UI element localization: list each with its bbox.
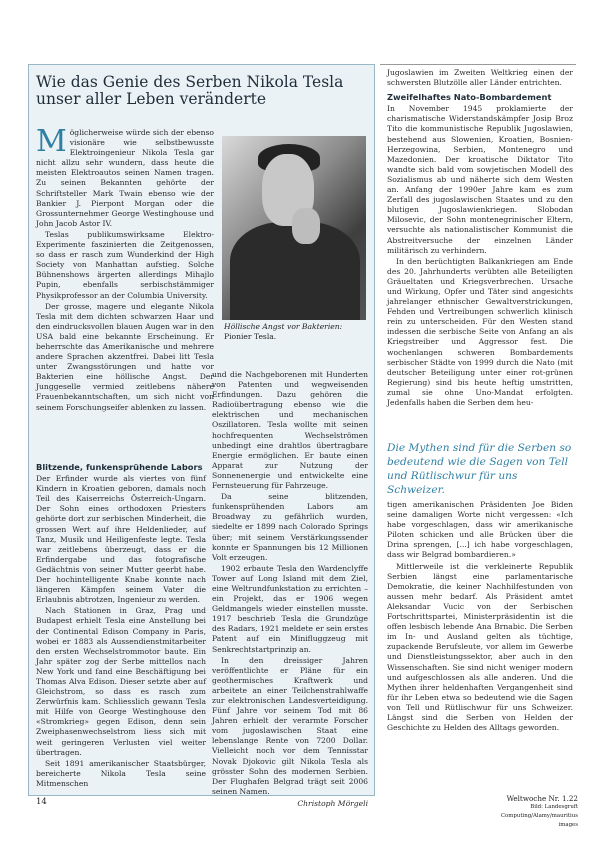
sidebar-top-rule (380, 64, 576, 65)
paragraph: Mittlerweile ist die verkleinerte Republik Serbien längst eine parlamentarische Demokratie, die keiner Nachhilfestunden von aussen mehr bedarf. Als Präsident amtet Aleksandar Vucic von der Serbischen Fortschrittspartei, Ministerpräsidentin ist die offen lesbisch lebende Ana Brnabic. Die Serben im In- und Ausland gelten als tüchtige, zupackende Berufsleute, vor allem im Gewerbe und Dienstleistungssektor, aber auch in den Wissenschaften. Sie sind nicht weniger modern und aufgeschlossen als alle anderen. Und die Mythen ihrer heldenhaften Vergangenheit sind für ihr Leben etwa so bedeutend wie die Sagen von Tell und Rütlischwur für uns Schweizer. Längst sind die Serben von Helden der Geschichte zu Helden des Alltags geworden. (387, 561, 573, 733)
issue-label: Weltwoche Nr. 1.22 (506, 794, 578, 803)
article-column-1 (36, 124, 214, 414)
paragraph: und die Nachgeborenen mit Hunderten von Patenten und wegweisenden Erfindungen. Dazu gehören die Radioübertragung ebenso wie die elektrischen und mechanischen Oszillatoren. Tesla wollte mit seinen hochfrequenten Wechselströmen unbedingt eine drahtlos übertragbare Energie ermöglichen. Er baute einen Apparat zur Nutzung der Sonnenenergie und entwickelte eine Fernsteuerung für Fahrzeuge. (212, 370, 368, 491)
pull-quote: Die Mythen sind für die Serben so bedeutend wie die Sagen von Tell und Rütlischwur für uns Schweizer. (387, 442, 572, 496)
article-column-1-lower (36, 458, 206, 790)
caption-italic: Höllische Angst vor Bakterien: (224, 322, 343, 331)
page-number: 14 (36, 797, 47, 807)
paragraph: Der Erfinder wurde als viertes von fünf Kindern in Kroatien geboren, damals noch Teil des Kaiserreichs Österreich-Ungarn. Der Sohn eines orthodoxen Priesters gehörte dort zur serbischen Minderheit, die grossen Wert auf ihre Heldenlieder, auf Tanz, Musik und Heiligenfeste legte. Tesla war zeitlebens überzeugt, dass er die Erfindergabe und das fotografische Gedächtnis von seiner Mutter geerbt habe. Der hochintelligente Knabe konnte nach längeren Kämpfen seinem Vater die Erlaubnis abtrotzen, Ingenieur zu werden. (36, 474, 206, 605)
paragraph: Da seine blitzenden, funkensprühenden Labors am Broadway zu gefährlich wurden, siedelte er 1899 nach Colorado Springs über; mit seinem Verstärkungssender konnte er Spannungen bis 12 Millionen Volt erzeugen. (212, 492, 368, 562)
paragraph: Der grosse, magere und elegante Nikola Tesla mit dem dichten schwarzen Haar und den eindrucksvollen blauen Augen war in den USA bald eine bekannte Erscheinung. Er beherrschte das Amerikanische und mehrere andere Sprachen akzentfrei. Dabei litt Tesla unter Zwangsstörungen und hatte vor Bakterien eine höllische Angst. Der Junggeselle vermied zeitlebens nähere Frauenbekanntschaften, um sich nicht von seinem Forschungseifer ablenken zu lassen. (36, 301, 214, 412)
paragraph: tigen amerikanischen Präsidenten Joe Biden seine damaligen Worte nicht vergessen: «Ich habe vorgeschlagen, dass wir amerikanische Piloten schicken und alle Brücken über die Drina sprengen, [...] ich habe vorgeschlagen, dass wir Belgrad bombardieren.» (387, 500, 573, 560)
paragraph: Teslas publikumswirksame Elektro-Experimente faszinierten die Zeitgenossen, so dass er rasch zum Wunderkind der High Society von Manhattan aufstieg. Solche Bühnenshows ärgerten allerdings Mihajlo Pupin, ebenfalls serbischstämmiger Physikprofessor an der Columbia University. (36, 229, 214, 300)
drop-cap: M (36, 124, 67, 159)
sidebar-column-lower (387, 500, 573, 734)
author-name: Christoph Mörgeli (297, 798, 368, 808)
paragraph: In November 1945 proklamierte der charismatische Widerstandskämpfer Josip Broz Tito die kommunistische Republik Jugoslawien, bestehend aus Slowenien, Kroatien, Bosnien-Herzegowina, Serbien, Montenegro und Mazedonien. Der kroatische Diktator Tito wandte sich bald vom sowjetischen Modell des Sozialismus ab und näherte sich dem Westen an. Anfang der 1990er Jahre kam es zum Zerfall des jugoslawischen Staates und zu den blutigen Jugoslawienkriegen. Slobodan Milosevic, der Sohn montenegrinischer Eltern, versuchte als nationalistischer Kommunist die Abstreitversuche der einzelnen Länder militärisch zu verhindern. (387, 104, 573, 255)
paragraph: 1902 erbaute Tesla den Wardenclyffe Tower auf Long Island mit dem Ziel, eine Weltrundfunkstation zu errichten – ein Projekt, das er 1906 wegen Geldmangels wieder einstellen musste. 1917 beschrieb Tesla die Grundzüge des Radars, 1921 meldete er sein erstes Patent auf ein Minifluggzeug mit Senkrechtstartprinzip an. (212, 563, 368, 654)
paragraph: Nach Stationen in Graz, Prag und Budapest erhielt Tesla eine Anstellung bei der Continental Edison Company in Paris, wobei er 1883 als Aussendienstmitarbeiter den ersten Wechselstrommotor baute. Ein Jahr später zog der Serbe mittellos nach New York und fand eine Beschäftigung bei Thomas Alva Edison. Dieser setzte aber auf Gleichstrom, so dass es rasch zum Zerwürfnis kam. Schliesslich gewann Tesla mit Hilfe von George Westinghouse den «Stromkrieg» gegen Edison, denn sein Zweiphasenwechselstrom liess sich mit weit geringeren Verlusten viel weiter übertragen. (36, 606, 206, 757)
caption-text: Pionier Tesla. (224, 332, 277, 341)
photo-caption (224, 322, 366, 342)
article-title: Wie das Genie des Serben Nikola Tesla unser aller Leben veränderte (36, 73, 344, 108)
section-heading: Blitzende, funkensprühende Labors (36, 462, 203, 472)
paragraph: Jugoslawien im Zweiten Weltkrieg einen der schwersten Blutzölle aller Länder entrichten. (387, 68, 573, 88)
tesla-portrait-photo (222, 136, 366, 320)
photo-figure-hand (292, 208, 320, 244)
section-heading: Zweifelhaftes Nato-Bombardement (387, 92, 552, 103)
sidebar-column (387, 68, 573, 409)
footer-source (498, 794, 578, 830)
intro-paragraph: Möglicherweise würde sich der ebenso visionäre wie selbstbewusste Elektroingenieur Nikola Tesla gar nicht allzu sehr wundern, dass heute die meisten Elektroautos seinen Namen tragen. Zu seinen Bekannten gehörte der Schriftsteller Mark Twain ebenso wie der Bankier J. Pierpont Morgan oder die Grossunternehmer George Westinghouse und John Jacob Astor IV. (36, 124, 214, 228)
paragraph: In den dreissiger Jahren veröffentlichte er Pläne für ein geothermisches Kraftwerk und arbeitete an einer Teilchenstrahlwaffe zur elektronischen Landesverteidigung. Fünf Jahre vor seinem Tod mit 86 Jahren erhielt der verarmte Forscher vom jugoslawischen Staat eine lebenslange Rente von 7200 Dollar. Vielleicht noch vor dem Tennisstar Novak Djokovic gilt Nikola Tesla als grösster Sohn des modernen Serbien. Der Flughafen Belgrad trägt seit 2006 seinen Namen. (212, 655, 368, 796)
article-column-2 (212, 370, 368, 809)
paragraph: Seit 1891 amerikanischer Staatsbürger, bereicherte Nikola Tesla seine Mitmenschen (36, 758, 206, 788)
image-credit: Bild: Landesgruft Computing/Alamy/mauritius images (500, 804, 578, 828)
paragraph: In den berüchtigten Balkankriegen am Ende des 20. Jahrhunderts verübten alle Beteiligten Gräueltaten und Kriegsverbrechen. Ursache und Wirkung, Opfer und Täter sind angesichts jahrelanger ethnischer Gewaltverstrickungen, Fehden und Vertreibungen schwerlich klinisch rein zu unterscheiden. Für den Westen stand indessen die serbische Seite von Anfang an als Kriegstreiber und Aggressor fest. Die wochenlangen schweren Bombardements serbischer Städte von 1999 durch die Nato (mit deutscher Beteiligung unter einer rot-grünen Regierung) sind bis heute heftig umstritten, zumal sie ohne Uno-Mandat erfolgten. Jedenfalls haben die Serben dem heu- (387, 256, 573, 407)
